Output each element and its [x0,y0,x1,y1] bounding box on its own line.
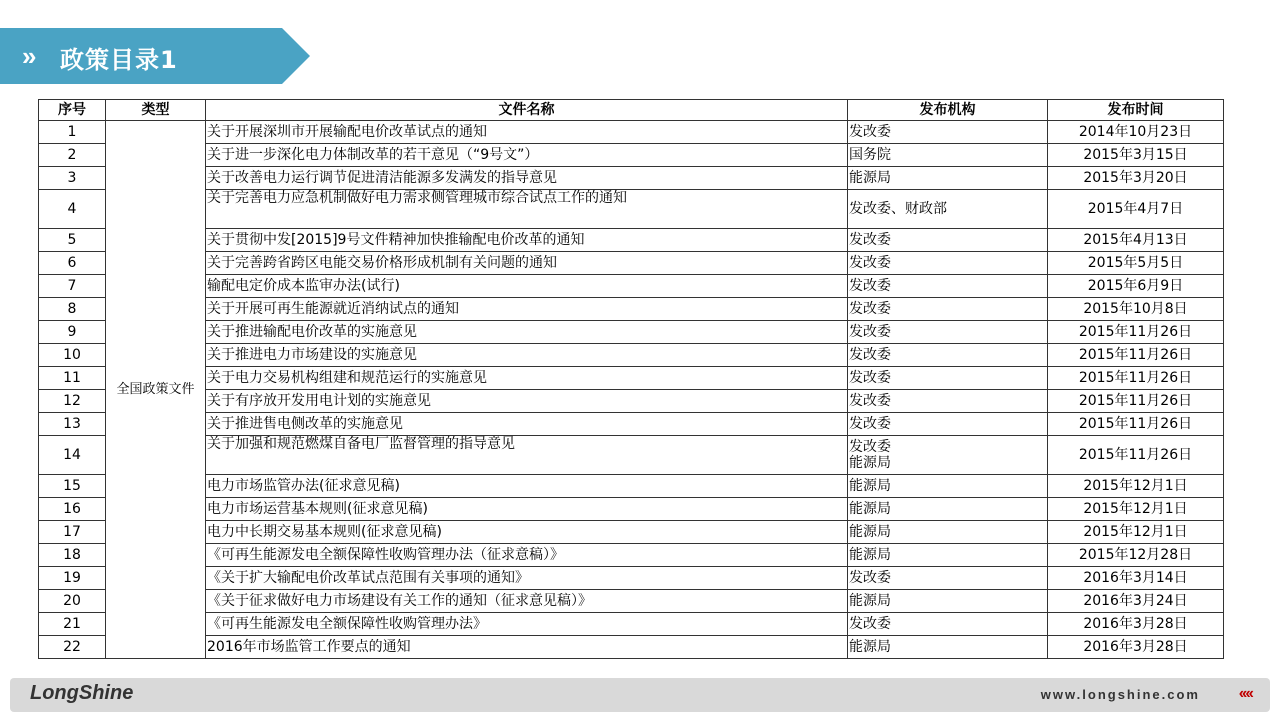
table-row [39,367,1224,390]
table-row [39,475,1224,498]
company-logo: LongShine [30,682,134,704]
issuing-org: 能源局 [848,498,1048,521]
issuing-org: 能源局 [848,636,1048,659]
row-number: 22 [39,636,106,659]
table-row [39,321,1224,344]
table-row [39,190,1224,229]
table-row [39,252,1224,275]
publish-date: 2015年10月8日 [1048,298,1224,321]
table-row [39,498,1224,521]
document-name: 关于贯彻中发[2015]9号文件精神加快推输配电价改革的通知 [206,229,848,252]
publish-date: 2015年6月9日 [1048,275,1224,298]
document-name: 2016年市场监管工作要点的通知 [206,636,848,659]
row-number: 8 [39,298,106,321]
double-chevron-icon: » [22,41,37,71]
table-row [39,521,1224,544]
document-name: 《关于征求做好电力市场建设有关工作的通知（征求意见稿）》 [206,590,848,613]
publish-date: 2015年11月26日 [1048,367,1224,390]
row-number: 6 [39,252,106,275]
publish-date: 2015年11月26日 [1048,390,1224,413]
header-name: 文件名称 [206,100,848,121]
issuing-org: 发改委 [848,321,1048,344]
publish-date: 2016年3月24日 [1048,590,1224,613]
table-row [39,636,1224,659]
row-number: 4 [39,190,106,229]
row-number: 10 [39,344,106,367]
issuing-org: 发改委 [848,344,1048,367]
document-name: 关于电力交易机构组建和规范运行的实施意见 [206,367,848,390]
header-type: 类型 [106,100,206,121]
issuing-org [848,436,1048,475]
document-name: 《可再生能源发电全额保障性收购管理办法（征求意稿）》 [206,544,848,567]
category-cell: 全国政策文件 [106,121,206,659]
document-name: 关于完善电力应急机制做好电力需求侧管理城市综合试点工作的通知 [206,190,848,229]
row-number: 11 [39,367,106,390]
table-row [39,275,1224,298]
row-number: 9 [39,321,106,344]
issuing-org: 发改委 [848,229,1048,252]
table-row [39,590,1224,613]
publish-date: 2015年12月1日 [1048,475,1224,498]
table-body [39,121,1224,659]
row-number: 1 [39,121,106,144]
document-name: 关于加强和规范燃煤自备电厂监督管理的指导意见 [206,436,848,475]
header-date: 发布时间 [1048,100,1224,121]
document-name: 《关于扩大输配电价改革试点范围有关事项的通知》 [206,567,848,590]
publish-date: 2015年12月1日 [1048,521,1224,544]
publish-date: 2014年10月23日 [1048,121,1224,144]
table-row [39,567,1224,590]
title-banner [0,28,310,84]
publish-date: 2015年12月1日 [1048,498,1224,521]
issuing-org: 发改委、财政部 [848,190,1048,229]
table-row [39,413,1224,436]
row-number: 18 [39,544,106,567]
header-no: 序号 [39,100,106,121]
row-number: 12 [39,390,106,413]
table-row [39,121,1224,144]
row-number: 7 [39,275,106,298]
footer-bar [10,678,1270,712]
document-name: 关于推进输配电价改革的实施意见 [206,321,848,344]
table-row [39,390,1224,413]
issuing-org-line: 发改委 [849,439,891,455]
document-name: 电力中长期交易基本规则(征求意见稿) [206,521,848,544]
publish-date: 2016年3月14日 [1048,567,1224,590]
row-number: 19 [39,567,106,590]
table-row [39,144,1224,167]
issuing-org: 发改委 [848,298,1048,321]
publish-date: 2015年4月7日 [1048,190,1224,229]
document-name: 关于完善跨省跨区电能交易价格形成机制有关问题的通知 [206,252,848,275]
document-name: 关于改善电力运行调节促进清洁能源多发满发的指导意见 [206,167,848,190]
issuing-org: 能源局 [848,475,1048,498]
publish-date: 2016年3月28日 [1048,613,1224,636]
document-name: 关于进一步深化电力体制改革的若干意见（“9号文”） [206,144,848,167]
row-number: 20 [39,590,106,613]
website-url: www.longshine.com [1040,687,1200,702]
issuing-org: 发改委 [848,567,1048,590]
document-name: 关于有序放开发用电计划的实施意见 [206,390,848,413]
publish-date: 2015年3月15日 [1048,144,1224,167]
table-row [39,344,1224,367]
publish-date: 2015年5月5日 [1048,252,1224,275]
row-number: 17 [39,521,106,544]
publish-date: 2015年11月26日 [1048,436,1224,475]
issuing-org: 能源局 [848,521,1048,544]
table-header-row [39,100,1224,121]
document-name: 关于开展深圳市开展输配电价改革试点的通知 [206,121,848,144]
table-row [39,613,1224,636]
issuing-org: 发改委 [848,367,1048,390]
row-number: 14 [39,436,106,475]
issuing-org: 能源局 [848,590,1048,613]
issuing-org: 国务院 [848,144,1048,167]
publish-date: 2015年11月26日 [1048,344,1224,367]
document-name: 关于开展可再生能源就近消纳试点的通知 [206,298,848,321]
document-name: 电力市场运营基本规则(征求意见稿) [206,498,848,521]
document-name: 关于推进电力市场建设的实施意见 [206,344,848,367]
issuing-org: 发改委 [848,413,1048,436]
issuing-org: 能源局 [848,544,1048,567]
issuing-org: 发改委 [848,613,1048,636]
document-name: 电力市场监管办法(征求意见稿) [206,475,848,498]
issuing-org: 发改委 [848,275,1048,298]
row-number: 16 [39,498,106,521]
table-row [39,298,1224,321]
policy-table [38,99,1224,659]
publish-date: 2016年3月28日 [1048,636,1224,659]
publish-date: 2015年3月20日 [1048,167,1224,190]
document-name: 关于推进售电侧改革的实施意见 [206,413,848,436]
table-row [39,167,1224,190]
row-number: 3 [39,167,106,190]
chevrons-left-icon: ‹‹‹‹ [1238,685,1252,702]
issuing-org: 发改委 [848,121,1048,144]
row-number: 2 [39,144,106,167]
row-number: 15 [39,475,106,498]
table-row [39,229,1224,252]
header-org: 发布机构 [848,100,1048,121]
publish-date: 2015年11月26日 [1048,321,1224,344]
issuing-org: 发改委 [848,252,1048,275]
issuing-org: 能源局 [848,167,1048,190]
publish-date: 2015年12月28日 [1048,544,1224,567]
row-number: 13 [39,413,106,436]
publish-date: 2015年4月13日 [1048,229,1224,252]
document-name: 《可再生能源发电全额保障性收购管理办法》 [206,613,848,636]
issuing-org-line: 能源局 [849,455,891,471]
table-row [39,544,1224,567]
document-name: 输配电定价成本监审办法(试行) [206,275,848,298]
page-title: 政策目录1 [60,46,178,74]
row-number: 21 [39,613,106,636]
issuing-org: 发改委 [848,390,1048,413]
table-row [39,436,1224,475]
row-number: 5 [39,229,106,252]
publish-date: 2015年11月26日 [1048,413,1224,436]
